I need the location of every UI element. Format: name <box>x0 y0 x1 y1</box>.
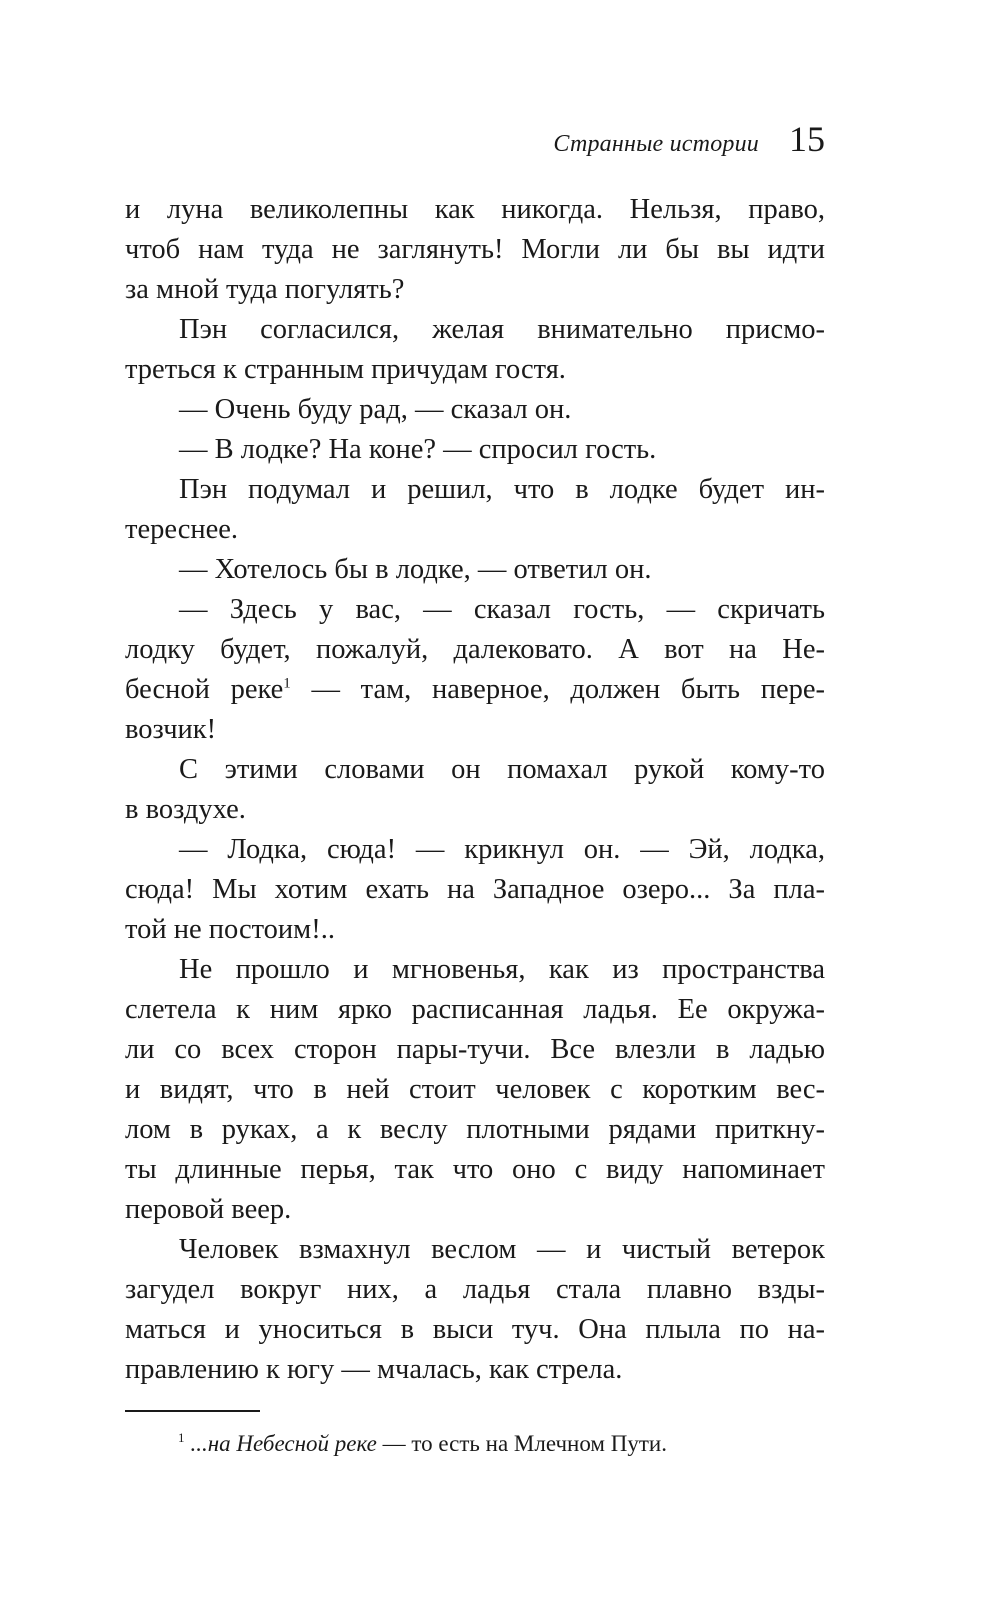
footnote-term: ...на Небесной реке <box>190 1431 377 1456</box>
text-line: ли со всех сторон пары-тучи. Все влезли в ладью <box>125 1034 825 1065</box>
text-line: — Очень буду рад, — сказал он. <box>179 394 572 425</box>
text-line: слетела к ним ярко расписанная ладья. Ее окружа- <box>125 994 825 1025</box>
footnote <box>178 1428 667 1460</box>
footnote-mark: 1 <box>178 1430 185 1446</box>
text-line: правлению к югу — мчалась, как стрела. <box>125 1354 623 1385</box>
text-line: сюда! Мы хотим ехать на Западное озеро... За пла- <box>125 874 825 905</box>
text-line: чтоб нам туда не заглянуть! Могли ли бы вы идти <box>125 234 825 265</box>
text-line: и видят, что в ней стоит человек с коротким вес- <box>125 1074 825 1105</box>
text-line: Пэн согласился, желая внимательно присмо- <box>179 314 825 345</box>
text-line: С этими словами он помахал рукой кому-то <box>179 754 825 785</box>
text-line: Не прошло и мгновенья, как из пространства <box>179 954 825 985</box>
text-line: — Лодка, сюда! — крикнул он. — Эй, лодка, <box>179 834 825 865</box>
text-line: и луна великолепны как никогда. Нельзя, право, <box>125 194 825 225</box>
text-line: Пэн подумал и решил, что в лодке будет ин- <box>179 474 825 505</box>
running-title: Странные истории <box>553 131 759 157</box>
text-line: ты длинные перья, так что оно с виду напоминает <box>125 1154 825 1185</box>
text-line: треться к странным причудам гостя. <box>125 354 566 385</box>
text-line: перовой веер. <box>125 1194 292 1225</box>
text-line: — В лодке? На коне? — спросил гость. <box>179 434 657 465</box>
text-line: в воздухе. <box>125 794 246 825</box>
text-fragment: бесной реке <box>125 674 284 705</box>
footnote-divider <box>125 1410 260 1412</box>
text-line: той не постоим!.. <box>125 914 335 945</box>
page-header <box>125 118 825 168</box>
text-line: за мной туда погулять? <box>125 274 405 305</box>
footnote-text: — то есть на Млечном Пути. <box>376 1431 667 1456</box>
text-line-with-footnote <box>125 670 825 710</box>
text-line: маться и уноситься в выси туч. Она плыла по на- <box>125 1314 825 1345</box>
text-line: — Хотелось бы в лодке, — ответил он. <box>179 554 652 585</box>
text-line: тереснее. <box>125 514 239 545</box>
text-line: — Здесь у вас, — сказал гость, — скричать <box>179 594 825 625</box>
text-line: возчик! <box>125 714 217 745</box>
text-line: загудел вокруг них, а ладья стала плавно взды- <box>125 1274 825 1305</box>
text-line: лом в руках, а к веслу плотными рядами приткну- <box>125 1114 825 1145</box>
footnote-reference: 1 <box>283 675 291 692</box>
body-text <box>125 190 825 1390</box>
text-fragment: — там, наверное, должен быть пере- <box>290 674 825 705</box>
text-line: лодку будет, пожалуй, далековато. А вот на Не- <box>125 634 825 665</box>
page-number: 15 <box>789 119 825 159</box>
text-line: Человек взмахнул веслом — и чистый ветерок <box>179 1234 825 1265</box>
